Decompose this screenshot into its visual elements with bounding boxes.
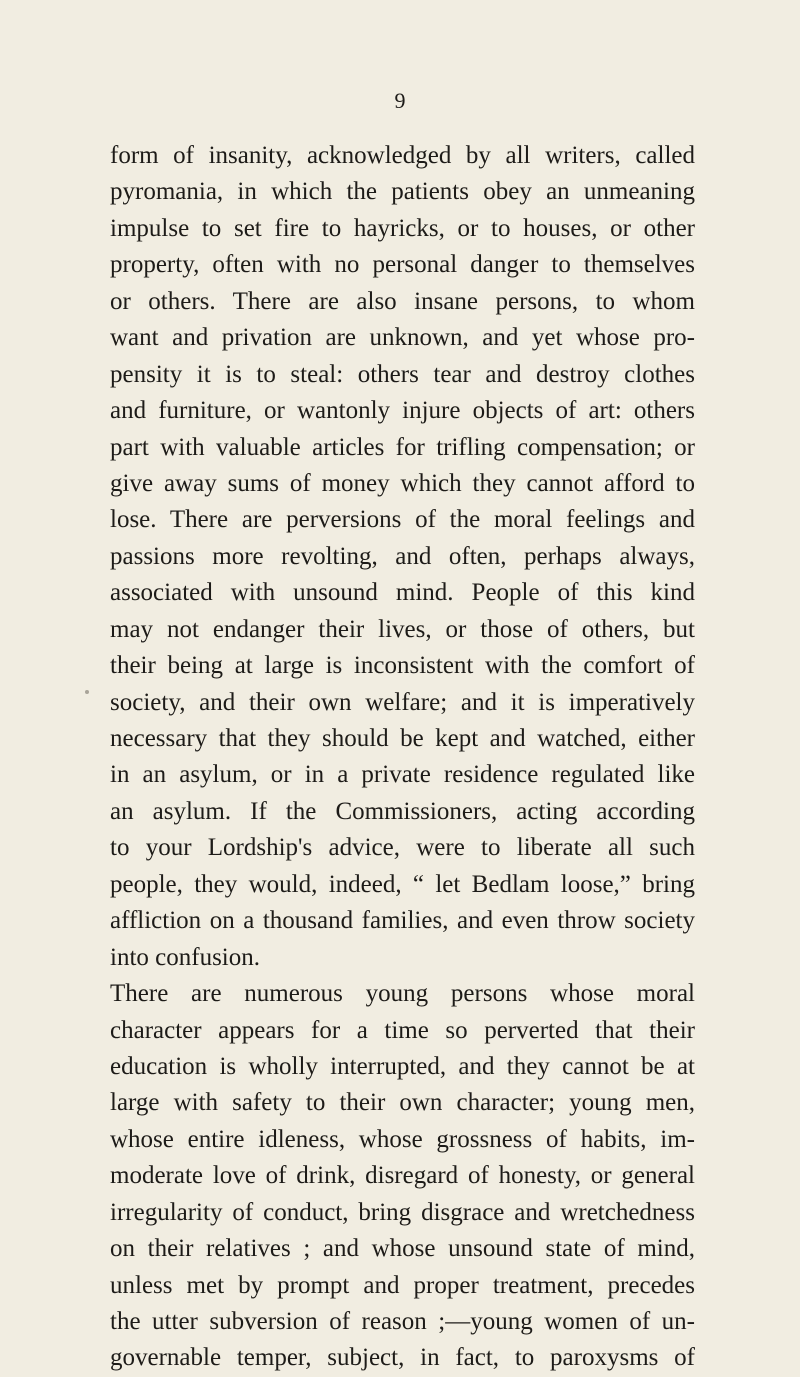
text-line: and furniture, or wantonly injure objects of art: others (110, 397, 695, 425)
text-line: pyromania, in which the patients obey an unmeaning (110, 178, 695, 206)
text-line: people, they would, indeed, “ let Bedlam loose,” bring (110, 870, 695, 898)
text-line: want and privation are unknown, and yet whose pro- (110, 324, 695, 352)
text-line: an asylum. If the Commissioners, acting according (110, 797, 695, 825)
text-line: part with valuable articles for trifling compensation; or (110, 433, 695, 461)
text-line: pensity it is to steal: others tear and destroy clothes (110, 360, 695, 388)
text-line: or others. There are also insane persons, to whom (110, 287, 695, 315)
text-line: form of insanity, acknowledged by all writers, called (110, 142, 695, 169)
text-line: lose. There are perversions of the moral feelings and (110, 506, 695, 534)
paper-speck (85, 690, 89, 694)
text-line: education is wholly interrupted, and they cannot be at (110, 1052, 695, 1080)
text-line: to your Lordship's advice, were to liberate all such (110, 834, 695, 862)
page-number: 9 (394, 88, 406, 113)
text-line: whose entire idleness, whose grossness of habits, im- (110, 1125, 695, 1153)
text-line: their being at large is inconsistent with the comfort of (110, 652, 695, 680)
text-line: may not endanger their lives, or those of others, but (110, 615, 695, 643)
body-text (110, 138, 695, 1377)
text-line: property, often with no personal danger to themselves (110, 251, 695, 279)
text-line: in an asylum, or in a private residence regulated like (110, 761, 695, 789)
text-line: passions more revolting, and often, perhaps always, (110, 542, 695, 570)
paragraph-end-line: into confusion. (110, 943, 260, 971)
text-line: unless met by prompt and proper treatment, precedes (110, 1271, 695, 1299)
text-line: irregularity of conduct, bring disgrace and wretchedness (110, 1198, 695, 1226)
text-line: necessary that they should be kept and watched, either (110, 725, 695, 752)
paragraph-start-line: There are numerous young persons whose moral (110, 980, 695, 1008)
text-line: large with safety to their own character; young men, (110, 1089, 695, 1117)
text-line: governable temper, subject, in fact, to paroxysms of (110, 1344, 695, 1372)
text-line: associated with unsound mind. People of this kind (110, 579, 695, 607)
text-line: character appears for a time so perverted that their (110, 1016, 695, 1044)
text-line: on their relatives ; and whose unsound state of mind, (110, 1235, 695, 1263)
text-line: impulse to set fire to hayricks, or to houses, or other (110, 214, 695, 242)
text-line: give away sums of money which they cannot afford to (110, 469, 695, 497)
text-line: the utter subversion of reason ;—young women of un- (110, 1308, 695, 1335)
text-line: society, and their own welfare; and it is imperatively (110, 688, 695, 716)
text-line: moderate love of drink, disregard of honesty, or general (110, 1162, 695, 1190)
text-line: affliction on a thousand families, and even throw society (110, 907, 695, 935)
